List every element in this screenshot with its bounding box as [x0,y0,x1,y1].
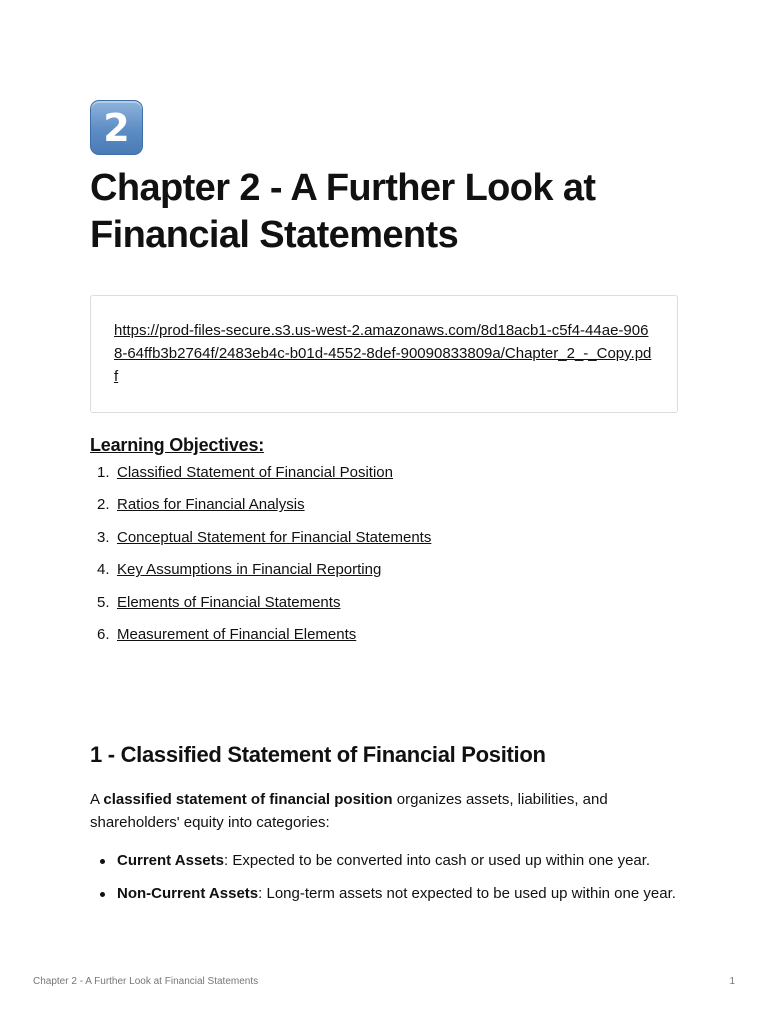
section-heading: 1 - Classified Statement of Financial Position [90,742,546,768]
bullet-dot-icon [100,892,105,897]
objective-link-measurement[interactable]: Measurement of Financial Elements [117,625,357,643]
list-item-number: 1. [97,464,110,481]
bullet-list [90,849,678,905]
list-item-number: 4. [97,561,110,579]
bullet-dot-icon [100,859,105,864]
intro-suffix: organizes assets, liabilities, and shareholders' equity into categories: [90,790,608,831]
file-link[interactable]: https://prod-files-secure.s3.us-west-2.amazonaws.com/8d18acb1-c5f4-44ae-9068-64ffb3b2764f/2483eb4c-b01d-4552-8def-90090833809a/Chapter_2_-_Copy.pdf [114,322,652,385]
list-item [90,593,678,625]
objective-link-classified-statement[interactable]: Classified Statement of Financial Position [117,464,393,481]
list-item [90,560,678,592]
learning-objectives-heading: Learning Objectives: [90,435,265,455]
objective-link-elements[interactable]: Elements of Financial Statements [117,593,341,611]
keycap-digit-two-icon [90,100,143,155]
objective-link-key-assumptions[interactable]: Key Assumptions in Financial Reporting [117,561,382,579]
footer-page-number: 1 [729,976,735,987]
intro-bold-term: classified statement of financial position [103,790,393,808]
list-item-number: 2. [97,496,110,514]
document-page [90,100,678,915]
bullet-item [90,849,677,872]
bullet-term: Current Assets [117,851,224,869]
footer-document-title: Chapter 2 - A Further Look at Financial Statements [33,976,259,987]
bullet-item [90,882,677,905]
list-item-number: 3. [97,528,110,546]
list-item [90,495,678,527]
intro-prefix: A [90,790,104,808]
section-intro-paragraph [90,788,650,834]
list-item-number: 5. [97,593,110,611]
bullet-text: : Expected to be converted into cash or used up within one year. [223,851,651,869]
page-title: Chapter 2 - A Further Look at Financial Statements [90,167,596,256]
objective-link-conceptual-statement[interactable]: Conceptual Statement for Financial Statements [117,528,432,546]
page-icon-digit: 2 [103,105,130,150]
list-item [90,528,678,560]
list-item [90,463,678,495]
list-item [90,625,678,657]
file-link-block [90,295,678,413]
objective-link-ratios[interactable]: Ratios for Financial Analysis [117,496,305,514]
learning-objectives-list [90,463,678,657]
list-item-number: 6. [97,625,110,643]
bullet-text: : Long-term assets not expected to be used up within one year. [258,884,676,902]
bullet-term: Non-Current Assets [117,884,259,902]
